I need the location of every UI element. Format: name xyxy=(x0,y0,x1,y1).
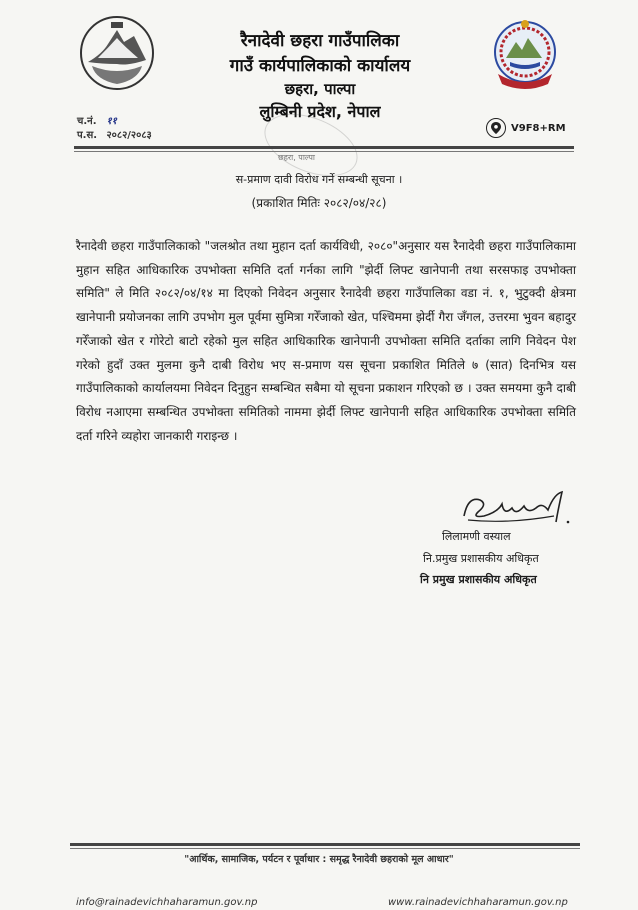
office-stamp-text: छहरा, पाल्पा xyxy=(278,153,315,162)
fiscal-label: प.स. xyxy=(77,130,98,141)
plus-code xyxy=(486,118,566,138)
reference-number xyxy=(77,113,117,127)
footer-email[interactable]: info@rainadevichhaharamun.gov.np xyxy=(76,897,258,908)
footer-divider-thin xyxy=(70,848,580,849)
plus-code-text: V9F8+RM xyxy=(511,122,566,134)
header-divider xyxy=(74,146,574,149)
handwritten-signature xyxy=(458,486,578,530)
signatory-title: नि.प्रमुख प्रशासकीय अधिकृत xyxy=(423,552,539,565)
ref-no-value: ११ xyxy=(106,116,117,127)
signatory-name: लिलामणी वस्याल xyxy=(442,530,511,543)
ref-no-label: च.नं. xyxy=(77,116,97,127)
signatory-title-stamp: नि प्रमुख प्रशासकीय अधिकृत xyxy=(420,573,537,586)
office-location: छहरा, पाल्पा xyxy=(284,80,356,98)
fiscal-year xyxy=(77,127,152,141)
notice-paragraph: रैनादेवी छहरा गाउँपालिकाको "जलश्रोत तथा मुहान दर्ता कार्यविधी, २०८०"अनुसार यस रैनादेवी छहरा गाउँपालिकामा मुहान सहित आधिकारिक उपभोक्ता समिति दर्ता गर्नका लागि "झेर्दी लिफ्ट खानेपानी तथा सरसफाइ उपभोक्ता समिति" ले मिति २०८२/०४/१४ मा दिएको निवेदन अनुसार रैनादेवी छहरा गाउँपालिका वडा नं. १, भुटुक्दी क्षेत्रमा खानेपानी प्रयोजनका लागि उपभोग मुल पूर्वमा सुमित्रा गरेँजाको खेत, पश्चिममा झेर्दी गैरा जँगल, उत्तरमा भुवन बहादुर गरेँजाको खेत र गोरेटो बाटो रहेको मुल सहित आधिकारिक खानेपानी उपभोक्ता समिति दर्ताका लागि निवेदन पेश गरेको हुदाँ उक्त मुलमा कुनै दाबी विरोध भए स-प्रमाण यस सूचना प्रकाशित मितिले ७ (सात) दिनभित्र यस गाउँपालिकाको कार्यालयमा निवेदन दिनुहुन सम्बन्धित सबैमा यो सूचना प्रकाशन गरिएको छ । उक्त समयमा कुनै दाबी विरोध नआएमा सम्बन्धित उपभोक्ता समितिको नाममा झेर्दी लिफ्ट खानेपानी सहित आधिकारिक उपभोक्ता समिति दर्ता गरिने व्यहोरा जानकारी गराइन्छ । xyxy=(76,239,576,443)
fiscal-value: २०८२/२०८३ xyxy=(106,130,152,141)
published-date: (प्रकाशित मितिः २०८२/०४/२८) xyxy=(251,196,387,210)
municipality-logo xyxy=(490,18,560,90)
org-name: रैनादेवी छहरा गाउँपालिका xyxy=(240,31,400,51)
notice-subject: स-प्रमाण दावी विरोध गर्ने सम्बन्धी सूचना । xyxy=(235,173,403,186)
office-name: गाउँ कार्यपालिकाको कार्यालय xyxy=(229,56,411,76)
map-pin-icon xyxy=(486,118,506,138)
notice-body xyxy=(76,235,576,448)
nepal-emblem-logo xyxy=(78,14,156,92)
footer-motto: "आर्थिक, सामाजिक, पर्यटन र पूर्वाधार : समृद्ध रैनादेवी छहराको मूल आधार" xyxy=(184,854,454,865)
province-country: लुम्बिनी प्रदेश, नेपाल xyxy=(259,102,381,121)
footer-divider xyxy=(70,843,580,846)
footer-website[interactable]: www.rainadevichhaharamun.gov.np xyxy=(388,897,568,908)
header-divider-thin xyxy=(74,151,574,152)
